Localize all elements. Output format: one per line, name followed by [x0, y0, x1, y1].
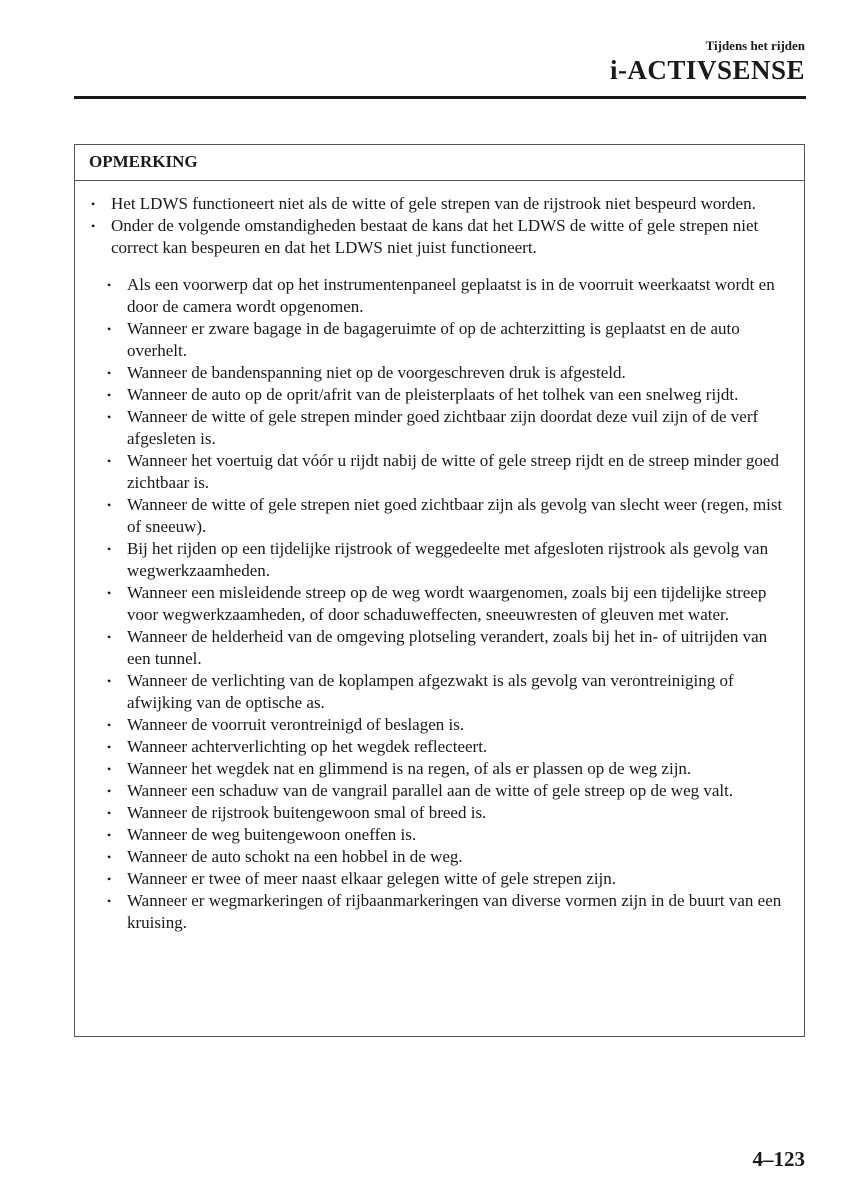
condition-item: • Wanneer er wegmarkeringen of rijbaanmarkeringen van diverse vormen zijn in de buurt van een kruising.	[105, 890, 790, 934]
conditions-list	[89, 274, 790, 934]
condition-item: • Wanneer de witte of gele strepen minder goed zichtbaar zijn doordat deze vuil zijn of de verf afgesleten is.	[105, 406, 790, 450]
page-title: i-ACTIVSENSE	[609, 55, 805, 85]
condition-item: • Wanneer de witte of gele strepen niet goed zichtbaar zijn als gevolg van slecht weer (regen, mist of sneeuw).	[105, 494, 790, 538]
note-body	[75, 181, 804, 934]
condition-item: • Wanneer de auto op de oprit/afrit van de pleisterplaats of het tolhek van een snelweg rijdt.	[105, 384, 790, 406]
condition-item: • Wanneer de weg buitengewoon oneffen is.	[105, 824, 790, 846]
condition-item: • Wanneer de verlichting van de koplampen afgezwakt is als gevolg van verontreiniging of afwijking van de optische as.	[105, 670, 790, 714]
condition-item: • Wanneer er zware bagage in de bagageruimte of op de achterzitting is geplaatst en de auto overhelt.	[105, 318, 790, 362]
condition-item: • Wanneer de rijstrook buitengewoon smal of breed is.	[105, 802, 790, 824]
condition-item: • Wanneer er twee of meer naast elkaar gelegen witte of gele strepen zijn.	[105, 868, 790, 890]
note-box	[74, 144, 805, 1037]
condition-item: • Wanneer de bandenspanning niet op de voorgeschreven druk is afgesteld.	[105, 362, 790, 384]
condition-item: • Wanneer de auto schokt na een hobbel in de weg.	[105, 846, 790, 868]
condition-item: • Wanneer een misleidende streep op de weg wordt waargenomen, zoals bij een tijdelijke streep voor wegwerkzaamheden, of door schaduweffecten, sneeuwresten of gleuven met water.	[105, 582, 790, 626]
condition-item: • Bij het rijden op een tijdelijke rijstrook of weggedeelte met afgesloten rijstrook als gevolg van wegwerkzaamheden.	[105, 538, 790, 582]
note-heading: OPMERKING	[75, 145, 804, 181]
section-label: Tijdens het rijden	[705, 38, 805, 53]
condition-item: • Wanneer het voertuig dat vóór u rijdt nabij de witte of gele streep rijdt en de streep minder goed zichtbaar is.	[105, 450, 790, 494]
header-divider	[74, 96, 806, 99]
condition-item: • Wanneer een schaduw van de vangrail parallel aan de witte of gele streep op de weg valt.	[105, 780, 790, 802]
condition-item: • Wanneer de voorruit verontreinigd of beslagen is.	[105, 714, 790, 736]
note-list	[89, 193, 790, 259]
condition-item: • Wanneer achterverlichting op het wegdek reflecteert.	[105, 736, 790, 758]
condition-item: • Als een voorwerp dat op het instrumentenpaneel geplaatst is in de voorruit weerkaatst wordt en door de camera wordt opgenomen.	[105, 274, 790, 318]
note-item: • Het LDWS functioneert niet als de witte of gele strepen van de rijstrook niet bespeurd worden.	[89, 193, 790, 215]
condition-item: • Wanneer het wegdek nat en glimmend is na regen, of als er plassen op de weg zijn.	[105, 758, 790, 780]
condition-item: • Wanneer de helderheid van de omgeving plotseling verandert, zoals bij het in- of uitrijden van een tunnel.	[105, 626, 790, 670]
page-number: 4–123	[752, 1147, 805, 1171]
note-item: • Onder de volgende omstandigheden bestaat de kans dat het LDWS de witte of gele strepen niet correct kan bespeuren en dat het LDWS niet juist functioneert.	[89, 215, 790, 259]
